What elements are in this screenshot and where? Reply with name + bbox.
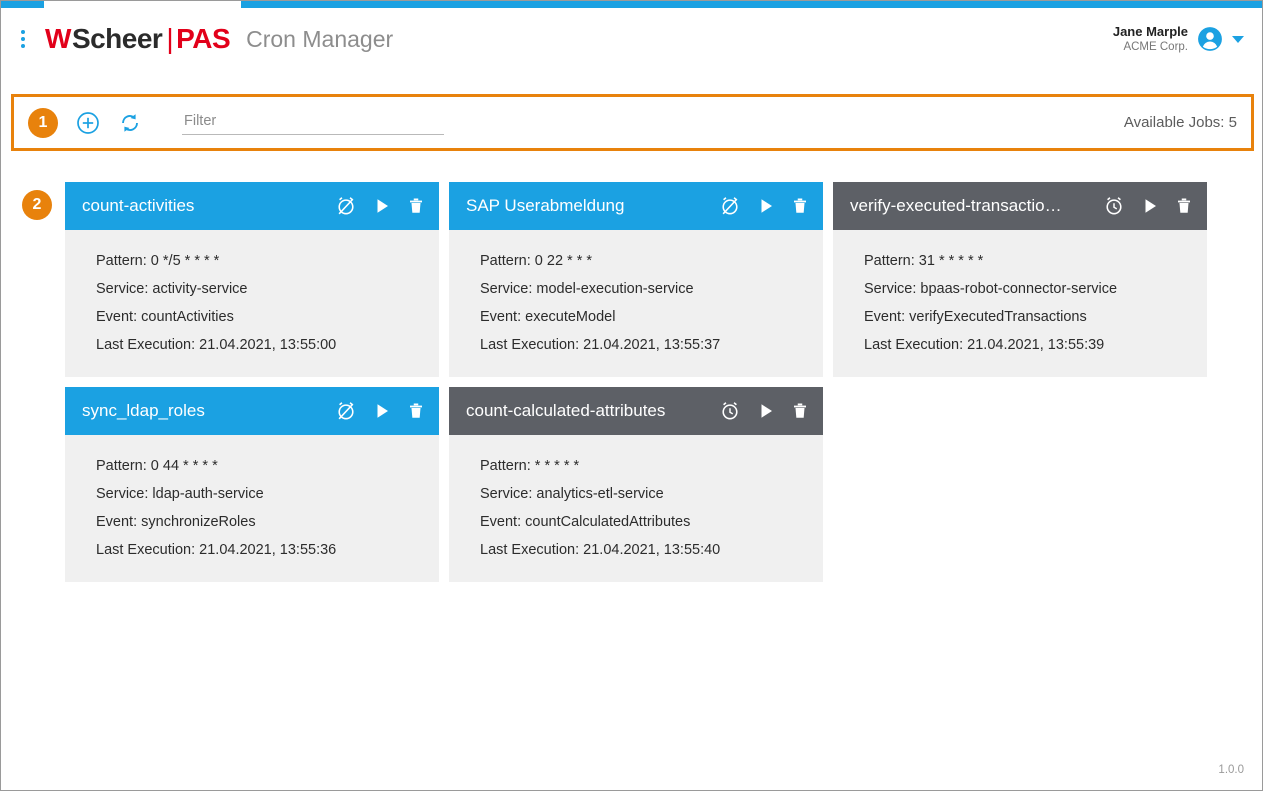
job-card-body — [833, 230, 1207, 377]
job-card — [449, 182, 823, 377]
job-card-actions — [335, 195, 425, 217]
job-card-actions — [335, 400, 425, 422]
job-last-execution: Last Execution: 21.04.2021, 13:55:40 — [480, 542, 721, 558]
job-pattern: Pattern: 31 * * * * * — [864, 253, 984, 269]
trash-icon[interactable] — [791, 401, 809, 421]
trash-icon[interactable] — [791, 196, 809, 216]
annotation-badge-1: 1 — [28, 108, 58, 138]
alarm-on-icon[interactable] — [719, 400, 741, 422]
plus-circle-icon[interactable] — [76, 111, 100, 135]
alarm-on-icon[interactable] — [1103, 195, 1125, 217]
job-title: count-activities — [82, 196, 195, 215]
alarm-off-icon[interactable] — [335, 400, 357, 422]
alarm-off-icon[interactable] — [335, 195, 357, 217]
play-icon[interactable] — [373, 197, 391, 215]
play-icon[interactable] — [373, 402, 391, 420]
job-title: SAP Userabmeldung — [466, 196, 625, 215]
job-pattern: Pattern: 0 */5 * * * * — [96, 253, 220, 269]
job-card-actions — [1103, 195, 1193, 217]
job-pattern: Pattern: * * * * * — [480, 458, 580, 474]
chevron-down-icon[interactable] — [1232, 36, 1244, 43]
brand-separator: | — [166, 23, 174, 54]
job-card-header — [449, 387, 823, 435]
job-pattern: Pattern: 0 22 * * * — [480, 253, 593, 269]
job-card-body — [449, 435, 823, 582]
job-service: Service: activity-service — [96, 281, 248, 297]
user-name: Jane Marple — [1112, 23, 1188, 39]
user-info — [1113, 24, 1188, 55]
job-card — [449, 387, 823, 582]
job-card — [833, 182, 1207, 377]
job-title: verify-executed-transactio… — [850, 196, 1062, 215]
job-last-execution: Last Execution: 21.04.2021, 13:55:39 — [864, 337, 1105, 353]
trash-icon[interactable] — [407, 196, 425, 216]
page-title: Cron Manager — [246, 25, 394, 52]
filter-input[interactable] — [182, 110, 444, 135]
alarm-off-icon[interactable] — [719, 195, 741, 217]
job-service: Service: analytics-etl-service — [480, 486, 664, 502]
job-last-execution: Last Execution: 21.04.2021, 13:55:37 — [480, 337, 721, 353]
job-service: Service: model-execution-service — [480, 281, 694, 297]
job-card-header — [833, 182, 1207, 230]
job-event: Event: verifyExecutedTransactions — [864, 309, 1087, 325]
app-header — [1, 8, 1262, 70]
job-card — [65, 387, 439, 582]
job-service: Service: bpaas-robot-connector-service — [864, 281, 1118, 297]
job-title: sync_ldap_roles — [82, 401, 205, 420]
job-event: Event: countCalculatedAttributes — [480, 514, 691, 530]
trash-icon[interactable] — [407, 401, 425, 421]
job-service: Service: ldap-auth-service — [96, 486, 264, 502]
window-top-accent-gap — [44, 1, 241, 8]
job-card-actions — [719, 195, 809, 217]
brand-logo — [45, 23, 230, 55]
kebab-menu-icon[interactable] — [1, 30, 45, 48]
job-card-actions — [719, 400, 809, 422]
jobs-toolbar — [11, 94, 1254, 151]
job-event: Event: synchronizeRoles — [96, 514, 256, 530]
user-menu[interactable] — [1113, 24, 1244, 55]
job-pattern: Pattern: 0 44 * * * * — [96, 458, 218, 474]
available-jobs-count: Available Jobs: 5 — [1123, 114, 1237, 131]
play-icon[interactable] — [1141, 197, 1159, 215]
job-card-body — [65, 230, 439, 377]
job-event: Event: executeModel — [480, 309, 616, 325]
play-icon[interactable] — [757, 402, 775, 420]
brand-name: Scheer — [71, 23, 163, 54]
job-card-header — [65, 182, 439, 230]
refresh-icon[interactable] — [118, 111, 142, 135]
filter-field-wrapper — [182, 110, 444, 135]
trash-icon[interactable] — [1175, 196, 1193, 216]
job-last-execution: Last Execution: 21.04.2021, 13:55:00 — [96, 337, 337, 353]
job-card-grid — [65, 182, 1215, 582]
job-title: count-calculated-attributes — [466, 401, 666, 420]
job-event: Event: countActivities — [96, 309, 234, 325]
job-card-header — [65, 387, 439, 435]
avatar-icon[interactable] — [1197, 26, 1223, 52]
scheer-mark-icon: W — [45, 23, 71, 54]
play-icon[interactable] — [757, 197, 775, 215]
job-card-body — [449, 230, 823, 377]
version-label: 1.0.0 — [1218, 764, 1244, 776]
job-card — [65, 182, 439, 377]
user-organization: ACME Corp. — [1123, 40, 1188, 53]
job-card-body — [65, 435, 439, 582]
job-card-header — [449, 182, 823, 230]
brand-product: PAS — [176, 23, 231, 54]
job-last-execution: Last Execution: 21.04.2021, 13:55:36 — [96, 542, 337, 558]
annotation-badge-2: 2 — [22, 190, 52, 220]
